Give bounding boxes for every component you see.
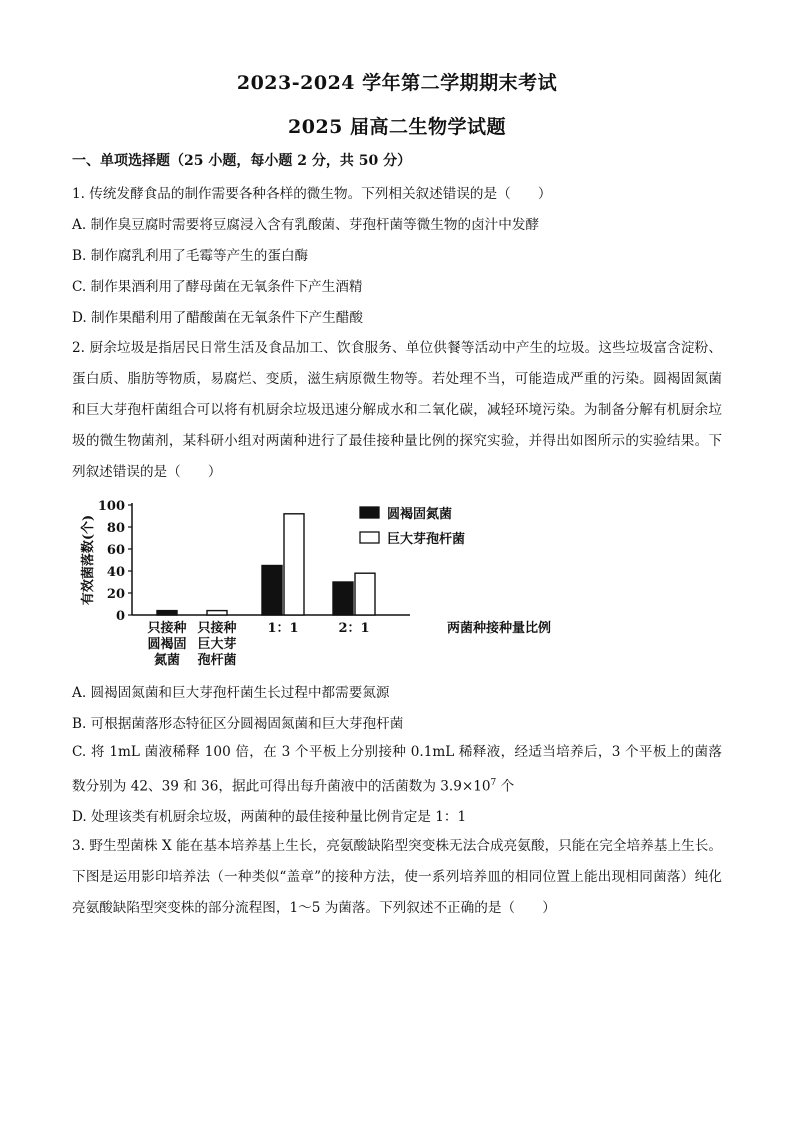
q2-option-c-unit: 个 — [496, 778, 515, 795]
q2-option-a: A. 圆褐固氮菌和巨大芽孢杆菌生长过程中都需要氮源 — [72, 685, 390, 701]
x-category-label: 氮菌 — [153, 653, 181, 668]
legend-swatch — [360, 507, 379, 518]
bar-chart — [72, 493, 552, 671]
chart-legend — [360, 506, 465, 547]
q1-option-c: C. 制作果酒利用了酵母菌在无氧条件下产生酒精 — [72, 279, 363, 295]
bar-bacillus — [207, 611, 227, 615]
section-heading: 一、单项选择题（25 小题，每小题 2 分，共 50 分） — [72, 153, 412, 169]
bar-bacillus — [355, 573, 375, 615]
legend-label: 巨大芽孢杆菌 — [387, 532, 466, 547]
q1-option-b: B. 制作腐乳利用了毛霉等产生的蛋白酶 — [72, 248, 309, 264]
q2-option-b: B. 可根据菌落形态特征区分圆褐固氮菌和巨大芽孢杆菌 — [72, 716, 404, 732]
q1-option-a: A. 制作臭豆腐时需要将豆腐浸入含有乳酸菌、芽孢杆菌等微生物的卤汁中发酵 — [72, 217, 540, 233]
x-category-label: 只接种 — [147, 621, 187, 636]
bar-azotobacter — [333, 582, 353, 615]
q2-stem: 2. 厨余垃圾是指居民日常生活及食品加工、饮食服务、单位供餐等活动中产生的垃圾。这些垃圾富含淀粉、蛋白质、脂肪等物质，易腐烂、变质，滋生病原微生物等。若处理不当，可能造成严重的污染。圆褐固氮菌和巨大芽孢杆菌组合可以将有机厨余垃圾迅速分解成水和二氧化碳，减轻环境污染。为制备分解有机厨余垃圾的微生物菌剂，某科研小组对两菌种进行了最佳接种量比例的探究实验，并得出如图所示的实验结果。下列叙述错误的是（ ） — [72, 340, 722, 480]
bar-azotobacter — [262, 566, 282, 616]
exam-subtitle: 2025 届高二生物学试题 — [288, 116, 506, 138]
legend-swatch — [360, 532, 379, 543]
q2-option-d: D. 处理该类有机厨余垃圾，两菌种的最佳接种量比例肯定是 1：1 — [72, 809, 467, 825]
bar-bacillus — [284, 514, 304, 615]
x-category-label: 1：1 — [267, 621, 299, 636]
chart-labels — [80, 515, 551, 668]
q3-stem: 3. 野生型菌株 X 能在基本培养基上生长，亮氨酸缺陷型突变株无法合成亮氨酸，只能在完全培养基上生长。下图是运用影印培养法（一种类似“盖章”的接种方法，使一系列培养皿的相同位置上能出现相同菌落）纯化亮氨酸缺陷型突变株的部分流程图，1～5 为菌落。下列叙述不正确的是（ ） — [72, 838, 722, 916]
q2-option-c — [72, 737, 722, 803]
y-tick-label: 20 — [106, 587, 125, 602]
chart-bars — [157, 514, 375, 615]
x-category-label: 只接种 — [197, 621, 237, 636]
x-axis-label: 两菌种接种量比例 — [447, 621, 552, 636]
exam-title: 2023-2024 学年第二学期期末考试 — [236, 72, 558, 94]
q2-option-c-exponent: 7 — [490, 778, 497, 788]
x-category-label: 2：1 — [338, 621, 370, 636]
q2-option-c-text: C. 将 1mL 菌液稀释 100 倍，在 3 个平板上分别接种 0.1mL 稀释液，经适当培养后，3 个平板上的菌落数分别为 42、39 和 36，据此可得出每升菌液中的活菌数为 3.9×10 — [72, 744, 722, 795]
y-tick-label: 0 — [115, 609, 125, 624]
x-category-label: 孢杆菌 — [197, 653, 237, 668]
x-category-label: 圆褐固 — [147, 637, 187, 652]
y-tick-label: 60 — [106, 543, 125, 558]
y-axis-label: 有效菌落数(个) — [81, 514, 96, 606]
q1-stem: 1. 传统发酵食品的制作需要各种各样的微生物。下列相关叙述错误的是（ ） — [72, 186, 552, 202]
legend-label: 圆褐固氮菌 — [387, 507, 453, 522]
y-tick-label: 100 — [97, 499, 125, 514]
y-tick-label: 40 — [106, 565, 125, 580]
q1-option-d: D. 制作果醋利用了醋酸菌在无氧条件下产生醋酸 — [72, 310, 363, 326]
bar-azotobacter — [157, 611, 177, 615]
y-tick-label: 80 — [106, 521, 125, 536]
x-category-label: 巨大芽 — [197, 637, 237, 652]
